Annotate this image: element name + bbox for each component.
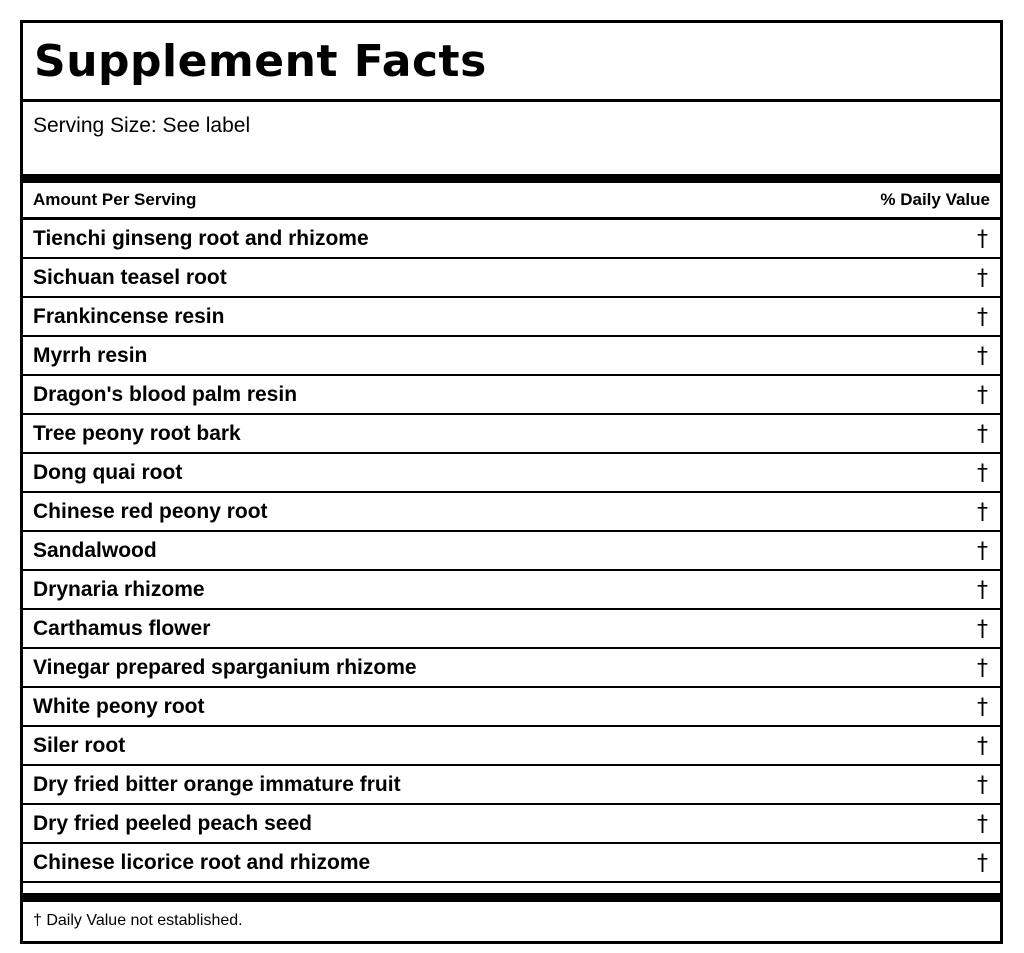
footnote: † Daily Value not established. [33,912,243,929]
ingredient-row [23,376,1000,415]
thick-divider-top [23,174,1000,183]
ingredient-name: Chinese licorice root and rhizome [33,851,371,874]
ingredient-row [23,532,1000,571]
ingredient-name: Sandalwood [33,539,157,562]
panel-title: Supplement Facts [34,36,487,87]
dagger-daily-value: † [977,734,988,759]
dagger-daily-value: † [977,812,988,837]
ingredient-name: Vinegar prepared sparganium rhizome [33,656,417,679]
ingredient-name: Dong quai root [33,461,183,484]
ingredient-name: Myrrh resin [33,344,148,367]
ingredient-row [23,688,1000,727]
dagger-daily-value: † [977,266,988,291]
dagger-daily-value: † [977,656,988,681]
daily-value-header: % Daily Value [880,190,990,209]
ingredient-name: White peony root [33,695,205,718]
dagger-daily-value: † [977,617,988,642]
ingredient-row [23,298,1000,337]
ingredient-row [23,337,1000,376]
dagger-daily-value: † [977,383,988,408]
ingredient-row [23,610,1000,649]
supplement-facts-panel [20,20,1003,944]
ingredient-name: Tree peony root bark [33,422,241,445]
ingredient-name: Tienchi ginseng root and rhizome [33,227,369,250]
dagger-daily-value: † [977,539,988,564]
dagger-daily-value: † [977,851,988,876]
amount-per-serving-header: Amount Per Serving [33,190,197,209]
ingredient-name: Chinese red peony root [33,500,268,523]
ingredient-name: Dry fried bitter orange immature fruit [33,773,401,796]
ingredient-row [23,220,1000,259]
thick-divider-bottom [23,893,1000,902]
ingredient-row [23,805,1000,844]
dagger-daily-value: † [977,461,988,486]
ingredient-list [23,220,1000,883]
dagger-daily-value: † [977,773,988,798]
ingredient-name: Siler root [33,734,126,757]
dagger-daily-value: † [977,422,988,447]
dagger-daily-value: † [977,344,988,369]
ingredient-row [23,259,1000,298]
ingredient-row [23,571,1000,610]
ingredient-row [23,415,1000,454]
ingredient-name: Carthamus flower [33,617,211,640]
ingredient-name: Sichuan teasel root [33,266,227,289]
ingredient-name: Frankincense resin [33,305,225,328]
serving-size-text: Serving Size: See label [33,114,251,137]
dagger-daily-value: † [977,500,988,525]
ingredient-row [23,454,1000,493]
dagger-daily-value: † [977,227,988,252]
ingredient-row [23,844,1000,883]
title-row [23,23,1000,102]
ingredient-row [23,493,1000,532]
ingredient-name: Drynaria rhizome [33,578,205,601]
dagger-daily-value: † [977,305,988,330]
dagger-daily-value: † [977,695,988,720]
dagger-daily-value: † [977,578,988,603]
ingredient-row [23,766,1000,805]
ingredient-row [23,649,1000,688]
ingredient-name: Dry fried peeled peach seed [33,812,312,835]
table-header-row [23,183,1000,220]
ingredient-name: Dragon's blood palm resin [33,383,298,406]
ingredient-row [23,727,1000,766]
serving-size-row [23,102,1000,175]
